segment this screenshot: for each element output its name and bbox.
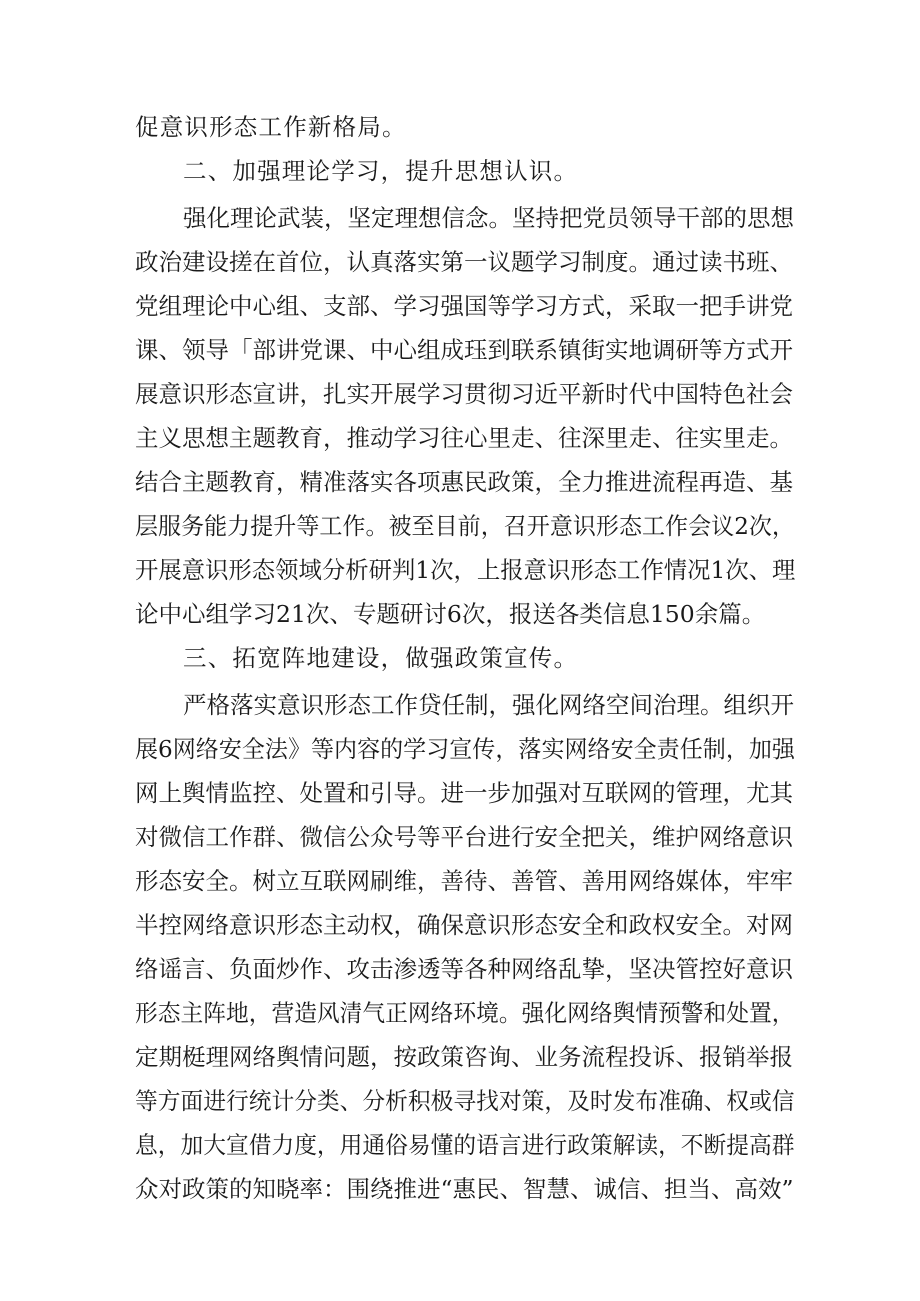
paragraph-line: 政治建设搓在首位，认真落实第一议题学习制度。通过读书班、 [135, 248, 793, 276]
paragraph-line: 息，加大宣借力度，用通俗易懂的语言进行政策解读，不断提高群 [135, 1131, 795, 1159]
paragraph-line: 众对政策的知晓率：围绕推进“惠民、智慧、诚信、担当、高效” [135, 1175, 794, 1203]
paragraph-line: 党组理论中心组、支部、学习强国等学习方式，采取一把手讲党 [135, 292, 793, 320]
paragraph-line: 半控网络意识形态主动权，确保意识形态安全和政权安全。对网 [135, 911, 793, 939]
paragraph-line: 展6网络安全法》等内容的学习宣传，落实网络安全责任制，加强 [135, 735, 795, 763]
paragraph-line: 定期梃理网络舆情问题，按政策咨询、业务流程投诉、报销举报 [135, 1043, 793, 1071]
paragraph-line: 形态安全。树立互联网刷维，善待、善管、善用网络媒体，牢牢 [135, 867, 793, 895]
paragraph-line: 课、领导「部讲党课、中心组成珏到联系镇街实地调研等方式开 [135, 336, 793, 364]
section-heading-2: 二、加强理论学习，提升思想认识。 [183, 157, 579, 185]
section-heading-3: 三、拓宽阵地建设，做强政策宣传。 [183, 644, 579, 672]
paragraph-line: 形态主阵地，营造风清气正网络环境。强化网络舆情预警和处置， [135, 999, 795, 1027]
paragraph-line: 等方面进行统计分类、分析积极寻找对策，及时发布准确、权或信 [135, 1087, 795, 1115]
paragraph-line: 严格落实意识形态工作贷任制，强化网络空间治理。组织开 [183, 691, 794, 719]
text-line: 促意识形态工作新格局。 [135, 113, 407, 141]
paragraph-line: 论中心组学习21次、专题研讨6次，报送各类信息150余篇。 [135, 600, 766, 628]
paragraph-line: 开展意识形态领域分析研判1次，上报意识形态工作情况1次、理 [135, 556, 796, 584]
paragraph-line: 网上舆情监控、处置和引导。进一步加强对互联网的管理，尤其 [135, 779, 793, 807]
paragraph-line: 展意识形态宣讲，扎实开展学习贯彻习近平新时代中国特色社会 [135, 380, 793, 408]
paragraph-line: 主义思想主题教育，推动学习往心里走、往深里走、往实里走。 [135, 424, 793, 452]
paragraph-line: 强化理论武装，坚定理想信念。坚持把党员领导干部的思想 [183, 204, 794, 232]
paragraph-line: 结合主题教育，精准落实各项惠民政策，全力推进流程再造、基 [135, 468, 793, 496]
paragraph-line: 对微信工作群、微信公众号等平台进行安全把关，维护网络意识 [135, 823, 793, 851]
paragraph-line: 络谣言、负面炒作、攻击渗透等各种网络乱挚，坚决管控好意识 [135, 955, 793, 983]
paragraph-line: 层服务能力提升等工作。被至目前，召开意识形态工作会议2次， [135, 512, 795, 540]
